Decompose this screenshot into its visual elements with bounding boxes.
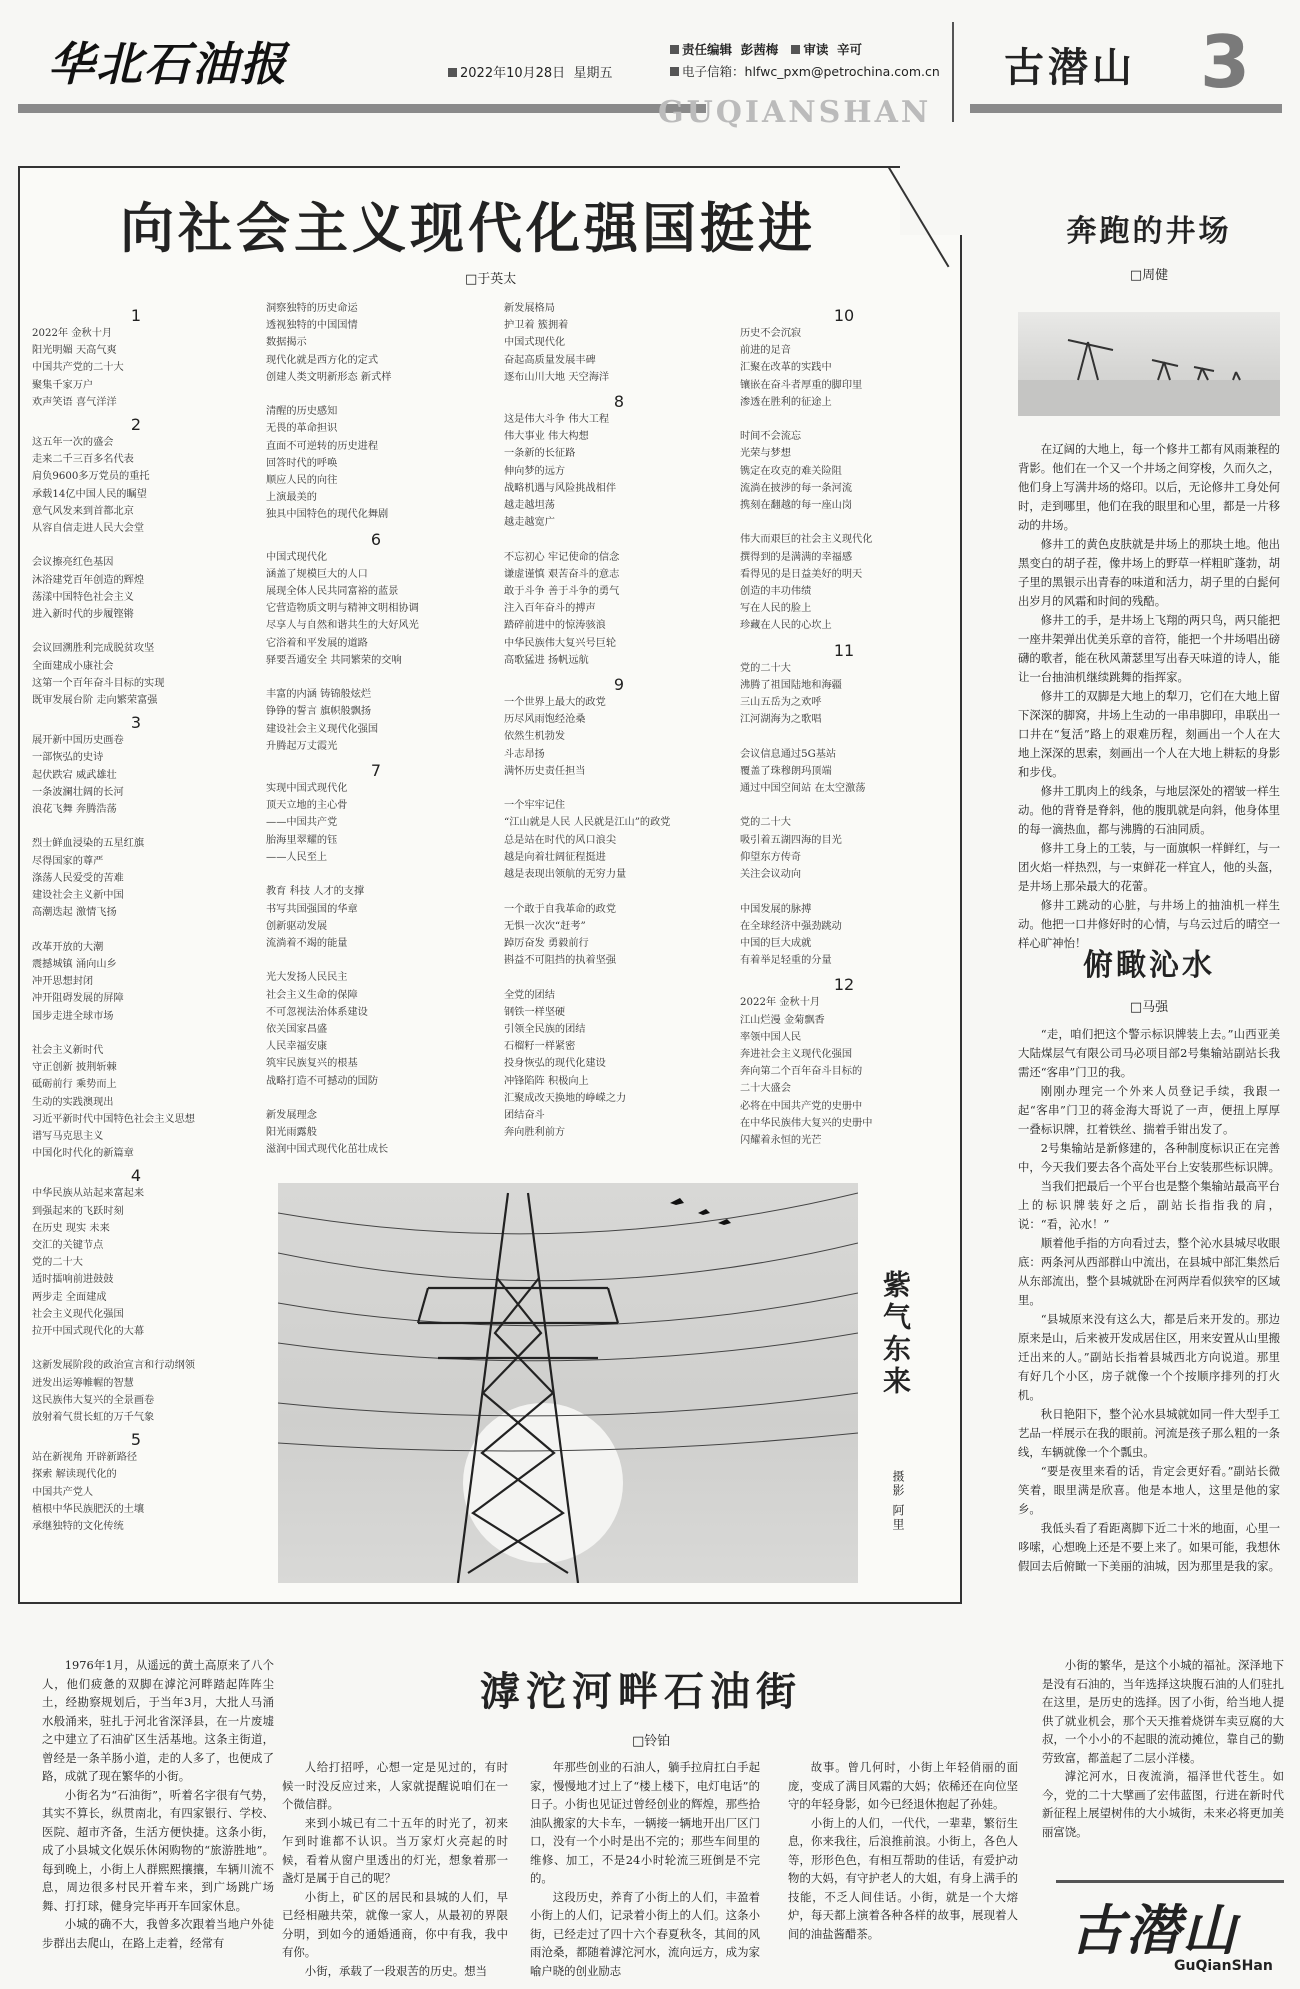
stanza-text: 这五年一次的盛会 走来二千三百多名代表 肩负9600多万党员的重托 承载14亿中国人民的瞩望 意气风发来到首都北京 从容自信走进人民大会堂 会议擦亮红色基因 沐浴建党百年创造的辉煌 荡漾中国特色社会主义 进入新时代的步履铿锵 会议回溯胜利完成脱贫攻坚 全面建成小康社会 这第一个百年奋斗目标的实现 既审发展台阶 走向繁荣富强 <box>32 437 165 707</box>
main-poem-byline: □于英太 <box>465 272 517 287</box>
article-paragraph: 年那些创业的石油人，躺手拉肩扛白手起家，慢慢地才过上了“楼上楼下，电灯电话”的日子。小街也见证过曾经创业的辉煌，那些拾油队搬家的大卡车，一辆接一辆地开出厂区门口，没有一个小时是出不完的；那些车间里的维修、加工，不是24小时轮流三班倒是不完的。 <box>530 1760 760 1885</box>
poem-column-2 <box>266 300 486 1159</box>
oilfield-photo <box>1018 312 1280 416</box>
article-paragraph: 这段历史，养育了小街上的人们，丰盈着小街上的人们，记录着小街上的人们。这条小街，已经走过了四十六个春夏秋冬，其间的风雨沧桑，都随着滹沱河水，流向远方，成为家喻户晓的创业励志 <box>530 1889 760 1978</box>
transmission-tower-photo <box>278 1183 858 1583</box>
pumpjack-illustration <box>1018 312 1280 416</box>
stanza-number: 4 <box>130 1166 142 1186</box>
article-paragraph: 故事。曾几何时，小街上年轻俏丽的面庞，变成了满目风霜的大妈；依稀还在向位坚守的年轻身影，如今已经退休抱起了孙娃。 <box>788 1760 1018 1811</box>
weekday: 星期五 <box>573 66 613 81</box>
editors-line <box>670 40 862 58</box>
stanza-text: 实现中国式现代化 顶天立地的主心骨 ——中国共产党 胎海里翠耀的钰 ——人民至上 教育 科技 人才的支撑 书写共国强国的华章 创新驱动发展 流淌着不竭的能量 光大发扬人民民主 社会主义生命的保障 不可忽视法治体系建设 依关国家昌盛 人民幸福安康 筑牢民族复兴的根基 战略打造不可撼动的国防 新发展理念 阳光雨露般 滋润中国式现代化茁壮成长 <box>266 783 389 1156</box>
article-paragraph: 修井工的黄色皮肤就是井场上的那块土地。他出黑变白的胡子茬，像井场上的野草一样粗旷蓬勃，胡子里的黑银示出青春的味道和活力，胡子里的白髭何出岁月的风霜和时间的残酷。 <box>1018 537 1281 608</box>
stanza-text: 站在新视角 开辟新路径 探索 解读现代化的 中国共产党人 植根中华民族肥沃的土壤 承继独特的文化传统 <box>32 1452 145 1532</box>
stanza-number: 9 <box>613 675 625 695</box>
article-paragraph: “走，咱们把这个警示标识牌装上去。”山西亚美大陆煤层气有限公司马必项目部2号集输站副站长我需还“客串”门卫的我。 <box>1018 1027 1280 1079</box>
article-paragraph: 修井工肌肉上的线条，与地层深处的褶皱一样生动。他的背脊是脊斜，他的腹肌就是向斜，他身体里的每一滴热血，都与沸腾的石油同质。 <box>1018 784 1281 836</box>
article-paragraph: 小城的确不大，我曾多次跟着当地户外徒步群出去爬山，在路上走着，经常有 <box>42 1917 274 1950</box>
email-label: 电子信箱： <box>682 64 745 79</box>
article-running-wellsite-body <box>1018 440 1280 953</box>
stanza-number: 2 <box>130 415 142 435</box>
article-paragraph: “要是夜里来看的话，肯定会更好看。”副站长微笑着，眼里满是欣喜。他是本地人，这里是他的家乡。 <box>1018 1464 1280 1516</box>
article-paragraph: 修井工身上的工装，与一面旗帜一样鲜红，与一团火焰一样热烈，与一束鲜花一样宜人，他的头盔，是井场上那朵最大的花蕾。 <box>1018 841 1281 893</box>
page-number: 3 <box>1200 20 1251 104</box>
date: 2022年10月28日 <box>460 66 566 81</box>
article-paragraph: 修井工的双脚是大地上的犁刀，它们在大地上留下深深的脚窝，井场上生动的一串串脚印，串联出一口井在“复活”路上的艰难历程，刻画出一个人在大地上深深的思索，刻画出一个人在大地上耕耘的身影和步伐。 <box>1018 689 1281 779</box>
dateline <box>448 62 612 81</box>
bottom-column-4 <box>788 1758 1018 1943</box>
tower-illustration <box>278 1183 858 1583</box>
square-bullet-icon <box>791 45 800 54</box>
article-title: 奔跑的井场 <box>1066 214 1232 249</box>
section-logo-pinyin: GuQianSHan <box>1174 1958 1273 1974</box>
stanza-number: 7 <box>370 761 382 781</box>
square-bullet-icon <box>670 67 679 76</box>
stanza-text: 展开新中国历史画卷 一部恢弘的史诗 起伏跌宕 威武雄壮 一条波澜壮阔的长河 浪花飞舞 奔腾浩荡 烈士鲜血浸染的五星红旗 尽得国家的尊严 涤荡人民爱受的苦难 建设社会主义新中国 高潮迭起 激情飞扬 改革开放的大潮 震撼城镇 涌向山乡 冲开思想封闭 冲开阻碍发展的屏障 国步走进全球市场 社会主义新时代 守正创新 披荆斩棘 砥砺前行 乘势而上 生动的实践澳现出 习近平新时代中国特色社会主义思想 谱写马克思主义 中国化时代化的新篇章 <box>32 735 195 1160</box>
masthead-logo: 华北石油报 <box>48 37 288 91</box>
stanza-text: 新发展格局 护卫着 簇拥着 中国式现代化 奋起高质量发展丰碑 逐布山川大地 天空海洋 <box>504 303 610 383</box>
stanza-text: 中国式现代化 涵盖了规模巨大的人口 展现全体人民共同富裕的蓝景 它营造物质文明与精神文明相协调 尽享人与自然和谐共生的大好风光 它浴着和平发展的道路 驿要吾通安全 共同繁荣的交响 丰富的内涵 铸锦般炫烂 铮铮的誓言 旗帜般飘扬 建设社会主义现代化强国 升腾起万丈霞光 <box>266 551 419 752</box>
bottom-column-2 <box>282 1758 508 1980</box>
bottom-column-1 <box>42 1656 274 1952</box>
stanza-text: 一个世界上最大的政党 历尽风雨饱经沧桑 依然生机勃发 斗志昂扬 满怀历史责任担当 一个牢牢记住 “江山就是人民 人民就是江山”的政党 总是站在时代的风口浪尖 越是向着壮阔征程挺进 越是表现出领航的无穷力量 一个敢于自我革命的政党 无惧一次次“赶考” 踔厉奋发 勇毅前行 斟益不可阻挡的执着坚强 全党的团结 钢铁一样坚硬 引领全民族的团结 石榴籽一样紧密 投身恢弘的现代化建设 冲锋陷阵 积极向上 汇聚成改天换地的峥嵘之力 团结奋斗 奔向胜利前方 <box>504 697 671 1139</box>
article-paragraph: “县城原来没有这么大，都是后来开发的。那边原来是山，后来被开发成居住区，用来安置从山里搬迁出来的人。”副站长指着县城西北方向说道。那里有好几个小区，房子就像一个个按顺序排列的打火机。 <box>1018 1312 1280 1402</box>
article-paragraphs <box>1018 1025 1280 1576</box>
box-corner-cut <box>900 155 970 235</box>
article-paragraph: 1976年1月，从遥远的黄土高原来了八个人，他们疲惫的双脚在滹沱河畔踏起阵阵尘土，经勘察规划后，于当年3月，大批人马涌水般涌来，驻扎于河北省深泽县，在一片废墟之中建立了石油矿区生活基地。这条主街道，曾经是一条羊肠小道，走的人多了，也便成了路，成就了现在繁华的小街。 <box>42 1658 274 1783</box>
bottom-article-byline: □铃铂 <box>632 1734 671 1749</box>
stanza-number: 3 <box>130 713 142 733</box>
article-byline: □周健 <box>1129 268 1169 283</box>
article-running-wellsite-header <box>1014 206 1284 283</box>
stanza-text: 2022年 金秋十月 阳光明媚 天高气爽 中国共产党的二十大 聚集千家万户 欢声笑语 喜气洋洋 <box>32 328 124 408</box>
article-title: 俯瞰沁水 <box>1083 948 1215 983</box>
stanza-text: 2022年 金秋十月 江山烂漫 金菊飘香 率领中国人民 奔进社会主义现代化强国 奔向第二个百年奋斗目标的 二十大盛会 必将在中国共产党的史册中 在中华民族伟大复兴的史册中 闪耀着永恒的光芒 <box>740 997 873 1146</box>
article-paragraph: 小街上的人们，一代代，一辈辈，繁衍生息，你来我往，后浪推前浪。小街上，各色人等，形形色色，有相互帮助的佳话，有爱护动物的大妈，有守护老人的大姐，有身上满手的技能，不乏人间佳话。小街，就是一个大熔炉，每天都上演着各种各样的故事，展现着人间的油盐酱醋茶。 <box>788 1815 1018 1941</box>
article-paragraph: 小街上，矿区的居民和县城的人们，早已经相融共荣，就像一家人，从最初的界限分明，到如今的通婚通商，你中有我，我中有你。 <box>282 1889 508 1959</box>
main-poem-title: 向社会主义现代化强国挺进 <box>120 197 816 260</box>
article-paragraph: 修井工的手，是井场上飞翔的两只鸟，两只能把一座井架弹出优美乐章的音符，能把一个井场唱出磅礴的歌者，能在秋风萧瑟里写出春天味道的诗人，能让一台抽油机继续跳舞的指挥家。 <box>1018 613 1281 684</box>
reviewer-name: 辛可 <box>837 42 863 57</box>
article-paragraph: 来到小城已有二十五年的时光了，初来乍到时谁都不认识。当万家灯火亮起的时候，看着从窗户里透出的灯光，想象着那一盏灯是属于自己的呢？ <box>282 1815 508 1885</box>
email-address[interactable]: hlfwc_pxm@petrochina.com.cn <box>744 64 940 79</box>
poem-column-3 <box>504 300 734 1141</box>
article-paragraph: 当我们把最后一个平台也是整个集输站最高平台上的标识牌装好之后，副站长指指我的肩，说：“看，沁水！” <box>1018 1179 1281 1231</box>
header-rule-right <box>970 104 1282 113</box>
header-divider <box>952 22 954 122</box>
stanza-number: 6 <box>370 529 382 549</box>
reviewer-label: 审读 <box>803 42 829 57</box>
header-rule-left <box>18 104 706 113</box>
article-paragraph: 在辽阔的大地上，每一个修井工都有风雨兼程的背影。他们在一个又一个井场之间穿梭，久而久之，他们身上写满井场的烙印。以后，无论修井工身处何时，走到哪里，他们在我的眼里和心里，都是一片移动的井场。 <box>1018 442 1281 532</box>
bottom-column-5 <box>1042 1656 1284 1841</box>
sun-shape <box>463 1403 623 1563</box>
poem-column-4 <box>740 306 948 1149</box>
article-paragraph: 滹沱河水，日夜流淌，福泽世代苍生。如今，党的二十大擘画了宏伟蓝图，行进在新时代新征程上展望树伟的大小城街，未来必将更加美丽富饶。 <box>1042 1769 1284 1839</box>
article-paragraph: 小街，承载了一段艰苦的历史。想当 <box>304 1963 488 1978</box>
article-paragraph: 小街的繁华，是这个小城的福祉。深泽地下是没有石油的，当年选择这块腹石油的人们驻扎在这里，是历史的选择。因了小街，给当地人提供了就业机会，那个天天推着烧饼车卖豆腐的大叔，一个小小的不起眼的流动摊位，靠自己的勤劳致富，都盖起了二层小洋楼。 <box>1042 1658 1284 1765</box>
stanza-number: 11 <box>833 640 855 660</box>
article-paragraph: 人给打招呼，心想一定是见过的，有时候一时没反应过来，人家就提醒说咱们在一个微信群。 <box>282 1760 508 1811</box>
article-paragraph: 我低头看了看距离脚下近二十米的地面，心里一哆嗦，心想晚上还是不要上来了。如果可能，我想休假回去后俯瞰一下美丽的油城，因为那里是我的家。 <box>1018 1521 1281 1573</box>
article-paragraph: 修井工跳动的心脏，与井场上的抽油机一样生动。他把一口井修好时的心情，与乌云过后的晴空一样心旷神怡！ <box>1018 898 1280 950</box>
editor-label: 责任编辑 <box>682 42 733 57</box>
article-paragraph: 2号集输站是新修建的，各种制度标识正在完善中，今天我们要去各个高处平台上安装那些标识牌。 <box>1018 1141 1280 1174</box>
stanza-text: 这是伟大斗争 伟大工程 伟大事业 伟大构想 一条新的长征路 伸向梦的远方 战略机遇与风险挑战相伴 越走越坦荡 越走越宽广 不忘初心 牢记使命的信念 谦虚谨慎 艰苦奋斗的意志 敢于斗争 善于斗争的勇气 注入百年奋斗的搏声 踏碎前进中的惊涛骇浪 中华民族伟大复兴号巨轮 高歌猛进 扬帆远航 <box>504 414 620 666</box>
bottom-article-title: 滹沱河畔石油街 <box>480 1668 802 1715</box>
article-overlook-qinshui <box>1018 940 1280 1576</box>
stanza-number: 1 <box>130 306 142 325</box>
square-bullet-icon <box>448 68 457 77</box>
article-paragraph: 秋日艳阳下，整个沁水县城就如同一件大型手工艺品一样展示在我的眼前。河流是孩子那么粗的一条线，车辆就像一个个瓢虫。 <box>1018 1407 1281 1459</box>
article-paragraph: 顺着他手指的方向看过去，整个沁水县城尽收眼底：两条河从西部群山中流出，在县城中部汇集然后从东部流出，整个县城就卧在河两岸看似狭窄的区域里。 <box>1018 1236 1281 1307</box>
photo-title: 紫气东来 <box>879 1270 912 1398</box>
stanza-number: 5 <box>130 1430 142 1450</box>
section-logo-script: 古潜山 <box>1070 1898 1238 1962</box>
stanza-number: 12 <box>833 975 855 995</box>
article-paragraphs <box>1018 440 1280 953</box>
stanza-number: 10 <box>833 306 855 325</box>
article-paragraph: 刚刚办理完一个外来人员登记手续，我跟一起“客串”门卫的蒋金海大哥说了一声，便扭上厚厚一叠标识牌，扛着铁丝、揣着手钳出发了。 <box>1018 1084 1280 1136</box>
stanza-text: 党的二十大 沸腾了祖国陆地和海疆 三山五岳为之欢呼 江河湖海为之歌唱 会议信息通过5G基站 覆盖了珠穆朗玛顶端 通过中国空间站 在太空激荡 党的二十大 吸引着五湖四海的目光 仰望东方传奇 关注会议动向 中国发展的脉搏 在全球经济中强劲跳动 中国的巨大成就 有着举足轻重的分量 <box>740 662 866 967</box>
stanza-text: 中华民族从站起来富起来 到强起来的飞跃时刻 在历史 现实 未来 交汇的关键节点 党的二十大 适时擂响前进鼓鼓 两步走 全面建成 社会主义现代化强国 拉开中国式现代化的大幕 这新发展阶段的政治宣言和行动纲领 迸发出运筹帷幄的智慧 这民族伟大复兴的全景画卷 放射着气贯长虹的万千气象 <box>32 1188 195 1423</box>
photo-credit: 摄影 阿里 <box>891 1470 905 1532</box>
poem-column-1 <box>32 306 240 1535</box>
article-paragraph: 小街名为“石油街”，听着名字很有气势，其实不算长，纵贯南北，有四家银行、学校、医院、超市齐备，生活方便快捷。这条小街，成了小县城文化娱乐休闲购物的“旅游胜地”。每到晚上，小街上人群熙熙攘攘，车辆川流不息，周边很多村民开着车来，到广场跳广场舞、打打球，健身完毕再开车回家休息。 <box>42 1787 274 1913</box>
bottom-column-3 <box>530 1758 760 1980</box>
stanza-number: 8 <box>613 392 625 412</box>
email-line <box>670 62 940 80</box>
section-name: 古潜山 <box>1004 45 1136 91</box>
square-bullet-icon <box>670 45 679 54</box>
stanza-text: 洞察独特的历史命运 透视独特的中国国情 数据揭示 现代化就是西方化的定式 创建人类文明新形态 新式样 清醒的历史感知 无畏的革命担识 直面不可逆转的历史进程 回答时代的呼唤 顺应人民的向往 上演最美的 独具中国特色的现代化舞剧 <box>266 303 392 521</box>
section-pinyin: GUQIANSHAN <box>658 95 932 130</box>
editor-name: 彭茜梅 <box>740 42 779 57</box>
stanza-text: 历史不会沉寂 前进的足音 汇聚在改革的实践中 镶嵌在奋斗者厚重的脚印里 渗透在胜利的征途上 时间不会流忘 光荣与梦想 镌定在攻克的难关险阻 流淌在披涉的每一条河流 携刻在翻越的每一座山岗 伟大而艰巨的社会主义现代化 撰得到的是满满的幸福感 看得见的是日益美好的明天 创造的丰功伟绩 写在人民的脸上 珍藏在人民的心坎上 <box>740 328 873 632</box>
article-byline: □马强 <box>1129 1000 1169 1015</box>
